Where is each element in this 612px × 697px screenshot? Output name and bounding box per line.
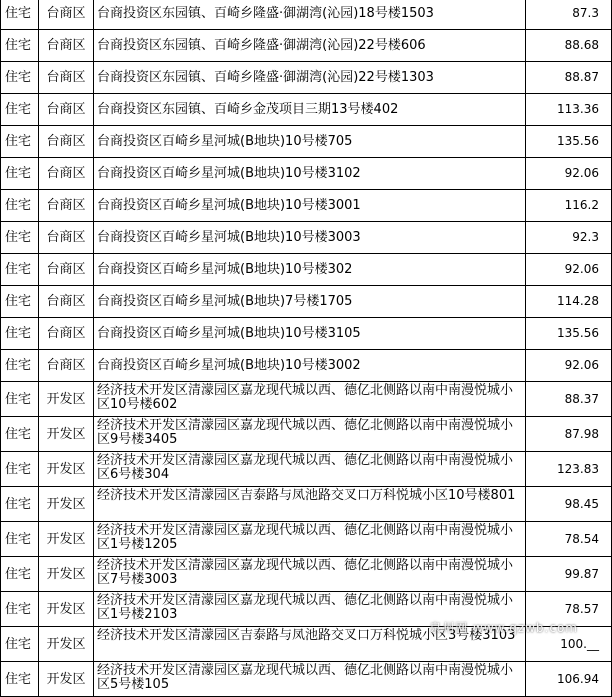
address-cell: 经济技术开发区清濛园区嘉龙现代城以西、德亿北侧路以南中南漫悦城小区9号楼3405 xyxy=(94,417,526,452)
property-type-cell: 住宅 xyxy=(1,487,39,522)
table-row xyxy=(1,254,612,286)
watermark: 泉州网 www.qzwb.com xyxy=(429,621,578,635)
district-cell: 开发区 xyxy=(39,417,94,452)
table-row xyxy=(1,452,612,487)
area-cell: 92.06 xyxy=(526,158,612,190)
property-type-cell: 住宅 xyxy=(1,662,39,697)
district-cell: 开发区 xyxy=(39,592,94,627)
district-cell: 台商区 xyxy=(39,350,94,382)
table-row xyxy=(1,557,612,592)
address-cell: 台商投资区东园镇、百崎乡金茂项目三期13号楼402 xyxy=(94,94,526,126)
address-cell: 台商投资区东园镇、百崎乡隆盛·御湖湾(沁园)22号楼1303 xyxy=(94,62,526,94)
table-row xyxy=(1,126,612,158)
area-cell: 88.37 xyxy=(526,382,612,417)
table-row xyxy=(1,158,612,190)
address-cell: 台商投资区百崎乡星河城(B地块)10号楼3003 xyxy=(94,222,526,254)
address-cell: 经济技术开发区清濛园区嘉龙现代城以西、德亿北侧路以南中南漫悦城小区5号楼105 xyxy=(94,662,526,697)
property-type-cell: 住宅 xyxy=(1,318,39,350)
area-cell: 135.56 xyxy=(526,318,612,350)
property-type-cell: 住宅 xyxy=(1,62,39,94)
table-row xyxy=(1,417,612,452)
area-cell: 87.3 xyxy=(526,0,612,30)
table-row xyxy=(1,522,612,557)
district-cell: 台商区 xyxy=(39,30,94,62)
area-cell: 78.57 xyxy=(526,592,612,627)
district-cell: 台商区 xyxy=(39,254,94,286)
district-cell: 台商区 xyxy=(39,0,94,30)
address-cell: 台商投资区百崎乡星河城(B地块)10号楼3105 xyxy=(94,318,526,350)
district-cell: 台商区 xyxy=(39,62,94,94)
area-cell: 116.2 xyxy=(526,190,612,222)
property-type-cell: 住宅 xyxy=(1,522,39,557)
address-cell: 台商投资区百崎乡星河城(B地块)10号楼3102 xyxy=(94,158,526,190)
property-type-cell: 住宅 xyxy=(1,30,39,62)
address-cell: 经济技术开发区清濛园区嘉龙现代城以西、德亿北侧路以南中南漫悦城小区1号楼2103 xyxy=(94,592,526,627)
property-type-cell: 住宅 xyxy=(1,592,39,627)
district-cell: 台商区 xyxy=(39,126,94,158)
property-type-cell: 住宅 xyxy=(1,627,39,662)
address-cell: 台商投资区百崎乡星河城(B地块)10号楼3001 xyxy=(94,190,526,222)
area-cell: 88.87 xyxy=(526,62,612,94)
table-row xyxy=(1,0,612,30)
table-row xyxy=(1,62,612,94)
area-cell: 99.87 xyxy=(526,557,612,592)
table-row xyxy=(1,662,612,697)
district-cell: 台商区 xyxy=(39,94,94,126)
area-cell: 113.36 xyxy=(526,94,612,126)
property-type-cell: 住宅 xyxy=(1,0,39,30)
district-cell: 开发区 xyxy=(39,662,94,697)
address-cell: 台商投资区东园镇、百崎乡隆盛·御湖湾(沁园)22号楼606 xyxy=(94,30,526,62)
address-cell: 经济技术开发区清濛园区吉泰路与凤池路交叉口万科悦城小区3号楼3103 xyxy=(94,627,526,662)
table-row xyxy=(1,286,612,318)
area-cell: 78.54 xyxy=(526,522,612,557)
address-cell: 经济技术开发区清濛园区吉泰路与凤池路交叉口万科悦城小区10号楼801 xyxy=(94,487,526,522)
address-cell: 经济技术开发区清濛园区嘉龙现代城以西、德亿北侧路以南中南漫悦城小区6号楼304 xyxy=(94,452,526,487)
property-type-cell: 住宅 xyxy=(1,126,39,158)
address-cell: 经济技术开发区清濛园区嘉龙现代城以西、德亿北侧路以南中南漫悦城小区1号楼1205 xyxy=(94,522,526,557)
district-cell: 开发区 xyxy=(39,627,94,662)
table-row xyxy=(1,94,612,126)
district-cell: 台商区 xyxy=(39,286,94,318)
district-cell: 开发区 xyxy=(39,522,94,557)
area-cell: 92.3 xyxy=(526,222,612,254)
address-cell: 台商投资区百崎乡星河城(B地块)10号楼705 xyxy=(94,126,526,158)
property-type-cell: 住宅 xyxy=(1,222,39,254)
property-type-cell: 住宅 xyxy=(1,382,39,417)
district-cell: 台商区 xyxy=(39,318,94,350)
area-cell: 100.__ xyxy=(526,627,612,662)
district-cell: 开发区 xyxy=(39,452,94,487)
district-cell: 开发区 xyxy=(39,487,94,522)
table-row xyxy=(1,487,612,522)
district-cell: 台商区 xyxy=(39,190,94,222)
table-row xyxy=(1,190,612,222)
area-cell: 98.45 xyxy=(526,487,612,522)
property-type-cell: 住宅 xyxy=(1,417,39,452)
table-row xyxy=(1,382,612,417)
address-cell: 台商投资区百崎乡星河城(B地块)10号楼302 xyxy=(94,254,526,286)
address-cell: 经济技术开发区清濛园区嘉龙现代城以西、德亿北侧路以南中南漫悦城小区7号楼3003 xyxy=(94,557,526,592)
address-cell: 台商投资区百崎乡星河城(B地块)10号楼3002 xyxy=(94,350,526,382)
district-cell: 台商区 xyxy=(39,222,94,254)
property-table-body xyxy=(1,0,612,697)
property-type-cell: 住宅 xyxy=(1,557,39,592)
property-type-cell: 住宅 xyxy=(1,452,39,487)
address-cell: 台商投资区东园镇、百崎乡隆盛·御湖湾(沁园)18号楼1503 xyxy=(94,0,526,30)
address-cell: 台商投资区百崎乡星河城(B地块)7号楼1705 xyxy=(94,286,526,318)
area-cell: 135.56 xyxy=(526,126,612,158)
table-row xyxy=(1,222,612,254)
property-type-cell: 住宅 xyxy=(1,94,39,126)
area-cell: 114.28 xyxy=(526,286,612,318)
table-row xyxy=(1,318,612,350)
district-cell: 台商区 xyxy=(39,158,94,190)
property-type-cell: 住宅 xyxy=(1,158,39,190)
table-row xyxy=(1,30,612,62)
area-cell: 88.68 xyxy=(526,30,612,62)
area-cell: 87.98 xyxy=(526,417,612,452)
district-cell: 开发区 xyxy=(39,557,94,592)
address-cell: 经济技术开发区清濛园区嘉龙现代城以西、德亿北侧路以南中南漫悦城小区10号楼602 xyxy=(94,382,526,417)
area-cell: 92.06 xyxy=(526,350,612,382)
property-type-cell: 住宅 xyxy=(1,286,39,318)
area-cell: 123.83 xyxy=(526,452,612,487)
area-cell: 92.06 xyxy=(526,254,612,286)
area-cell: 106.94 xyxy=(526,662,612,697)
district-cell: 开发区 xyxy=(39,382,94,417)
property-type-cell: 住宅 xyxy=(1,350,39,382)
property-type-cell: 住宅 xyxy=(1,190,39,222)
property-type-cell: 住宅 xyxy=(1,254,39,286)
table-row xyxy=(1,350,612,382)
